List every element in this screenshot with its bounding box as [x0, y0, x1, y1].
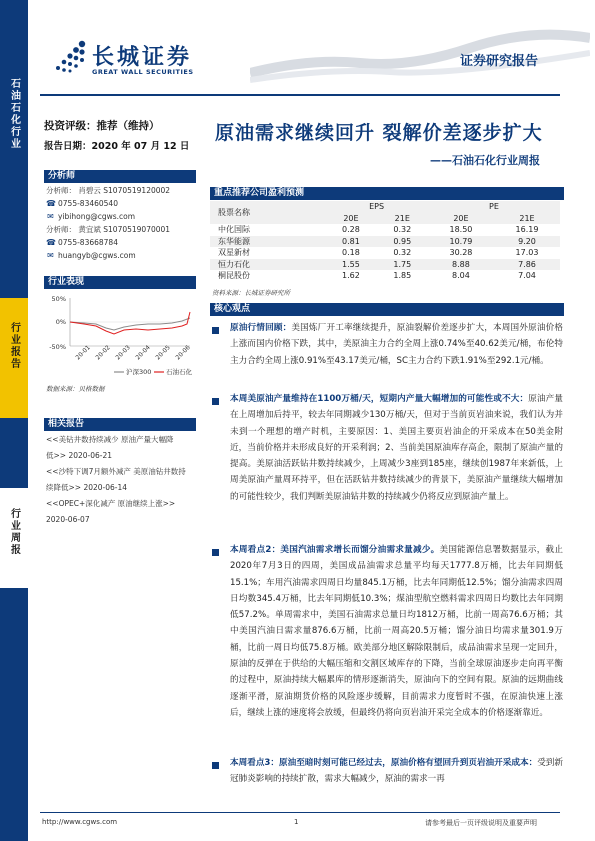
related-report-2[interactable]: <<沙特下调7月额外减产 美原油钻井数持 — [46, 467, 186, 476]
table-row: 恒力石化 1.55 1.75 8.88 7.86 — [210, 259, 560, 271]
x-tick: 20-06 — [174, 344, 192, 362]
bullet-icon — [212, 549, 219, 556]
paragraph-highlight-1: 本周美原油产量维持在1100万桶/天，短期内产量大幅增加的可能性或不大：原油产量在上周增加后持平，较去年同期减少130万桶/天，但对于当前页岩油来说，我们认为并未到一个理想的增产时机，主要原因：1、美国主要页岩油企的开采成本在50美金附近，当前价格并未形成良好的开采利润；2、当前美国原油库存高企，限制了原油产量的提高。美原油活跃钻井数持续减少，上周减少3座到185座，继续创1987年来新低，上周美原油产量周环持平，但在活跃钻井数持续减少的背景下，美原油产量继续大幅增加的可能性较少，我们判断美原油钻井数的持续减少仍将反应到原油产量上。 — [230, 394, 563, 502]
paragraph-highlight-2: 本周看点2：美国汽油需求增长而馏分油需求量减少。美国能源信息署数据显示，截止2020年7月3日的四周，美国成品油需求总量平均每天1777.8万桶，比去年同期低15.1%；车用汽油需求四周日均量845.1万桶，比去年同期低12.5%；馏分油需求四周日均数345.4万桶，比去年同期低10.3%；煤油型航空燃料需求四周日均数比去年同期低57.2%。单周需求中，美国石油需求总量日均1812万桶，比前一周高76.6万桶；其中美国汽油日需求量876.6万桶，比前一周高20.5万桶；馏分油日均需求量301.9万桶，比前一周日均低75.8万桶。欧美部分地区解除限制后，成品油需求呈现一定回升，原油的反弹在于供给的大幅压缩和交割区域库存的下降，当前全球原油逐步走向再平衡的过程中，原油持续大幅累库的情形逐渐消失，原油向下的空间有限。原油的远期曲线逐渐平滑，原油期货价格的风险逐步缓解，目前需求力度暂时不强，在原油快速上涨后，继续上涨的速度将会放缓，但最终仍将向页岩油开采完全成本的价格逐渐靠近。 — [230, 545, 563, 718]
sidebar-report-type: 行业报告 — [0, 298, 28, 418]
bullet-icon — [212, 762, 219, 769]
analysts-block — [46, 184, 196, 262]
table-source: 资料来源：长城证券研究所 — [212, 289, 290, 297]
analyst-1-email[interactable]: ✉ yibihong@cgws.com — [47, 212, 136, 221]
col-year: 20E — [343, 213, 359, 223]
logo-text-en: GREAT WALL SECURITIES — [92, 68, 194, 76]
table-row: 中化国际 0.28 0.32 18.50 16.19 — [218, 225, 539, 235]
analyst-1-phone: ☎ 0755-83460540 — [46, 199, 118, 208]
paragraph-market-review: 原油行情回顾：美国炼厂开工率继续提升，原油裂解价差逐步扩大，本周国外原油价格上涨而国内价格下跌，其中，美原油主力合约全周上涨0.74%至40.62美元/桶，布伦特主力合约全周上涨0.91%至43.17美元/桶，SC主力合约下跌1.91%至292.1元/桶。 — [230, 323, 563, 366]
related-report-1-date: 低>> 2020-06-21 — [46, 451, 113, 460]
phone-icon: ☎ — [46, 199, 56, 208]
col-stock-name: 股票名称 — [218, 208, 250, 217]
legend-petrochem: 石油石化 — [166, 368, 192, 376]
performance-chart — [44, 290, 194, 380]
phone-icon: ☎ — [46, 238, 56, 247]
sidebar-weekly: 行业周报 — [0, 488, 28, 588]
email-icon: ✉ — [47, 212, 54, 221]
related-heading: 相关报告 — [44, 418, 196, 431]
x-tick: 20-05 — [154, 344, 172, 362]
legend-hs300: 沪深300 — [126, 368, 152, 376]
analysts-heading: 分析师 — [44, 170, 196, 183]
table-row: 双星新材 0.18 0.32 30.28 17.03 — [218, 248, 539, 258]
x-tick: 20-01 — [74, 344, 92, 362]
bullet-icon — [212, 327, 219, 334]
table-row: 东华能源 0.81 0.95 10.79 9.20 — [210, 236, 560, 248]
report-date: 报告日期：2020 年 07 月 12 日 — [44, 141, 190, 152]
paragraph-highlight-3: 本周看点3：原油至暗时刻可能已经过去，原油价格有望回升到页岩油开采成本：受到新冠肺炎影响的持续扩散，需求大幅减少，原油的需求一再 — [230, 758, 563, 785]
analyst-2: 分析师： 黄宜斌 S1070519070001 — [46, 225, 171, 234]
sidebar-industry: 石油石化行业 — [8, 78, 20, 150]
company-logo — [52, 38, 242, 80]
related-report-2-date: 续降低>> 2020-06-14 — [46, 483, 128, 492]
related-report-3[interactable]: <<OPEC+深化减产 原油继续上涨>> — [46, 499, 176, 508]
performance-source: 数据来源：贝格数据 — [46, 385, 105, 393]
y-tick: -50% — [49, 343, 66, 351]
y-tick: 0% — [55, 318, 66, 326]
related-reports — [46, 432, 196, 528]
report-type: 证券研究报告 — [460, 54, 539, 69]
col-eps: EPS — [369, 202, 385, 212]
table-row: 桐昆股份 1.62 1.85 8.04 7.04 — [218, 271, 536, 281]
email-icon: ✉ — [47, 251, 54, 260]
footer-url[interactable]: http://www.cgws.com — [42, 818, 118, 826]
table-heading: 重点推荐公司盈利预测 — [210, 187, 564, 200]
great-wall-watermark — [250, 18, 590, 88]
page-subtitle: ——石油石化行业周报 — [430, 154, 540, 167]
col-year: 21E — [519, 213, 535, 223]
logo-icon — [52, 38, 90, 76]
x-tick: 20-03 — [114, 344, 132, 362]
footer-rule — [40, 812, 560, 813]
core-heading: 核心观点 — [210, 303, 564, 316]
col-pe: PE — [489, 202, 499, 212]
col-year: 20E — [453, 213, 469, 223]
analyst-2-phone: ☎ 0755-83668784 — [46, 238, 118, 247]
footer-disclaimer: 请参考最后一页评级说明及重要声明 — [425, 819, 537, 827]
related-report-3-date: 2020-06-07 — [46, 515, 90, 524]
header-rule — [40, 94, 560, 96]
analyst-2-email[interactable]: ✉ huangyb@cgws.com — [47, 251, 136, 260]
performance-heading: 行业表现 — [44, 276, 196, 289]
page-number: 1 — [294, 818, 299, 826]
y-tick: 50% — [51, 295, 66, 303]
investment-rating: 投资评级：推荐（维持） — [44, 120, 160, 132]
logo-text-cn: 长城证券 — [92, 44, 193, 70]
bullet-icon — [212, 398, 219, 405]
x-tick: 20-02 — [94, 344, 112, 362]
analyst-1: 分析师： 肖碧云 S1070519120002 — [46, 186, 171, 195]
related-report-1[interactable]: <<美钻井数持续减少 原油产量大幅降 — [46, 435, 174, 444]
col-year: 21E — [394, 213, 410, 223]
x-tick: 20-04 — [134, 344, 152, 362]
page-title: 原油需求继续回升 裂解价差逐步扩大 — [215, 122, 543, 144]
earnings-table — [210, 201, 560, 282]
